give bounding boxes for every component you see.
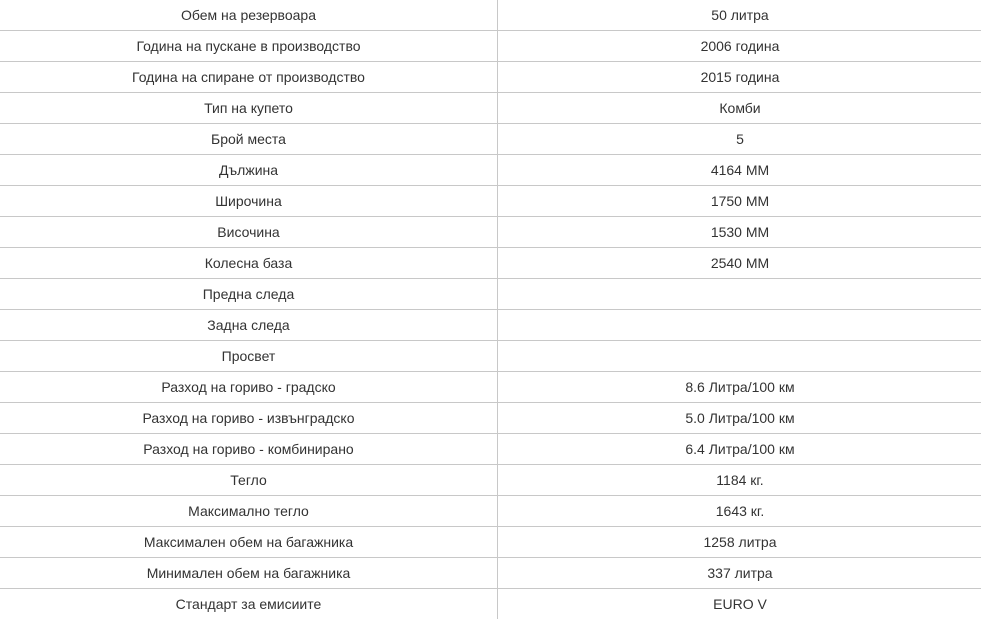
- spec-value: [498, 341, 981, 372]
- spec-value: 6.4 Литра/100 км: [498, 434, 981, 465]
- spec-value: 2006 година: [498, 31, 981, 62]
- spec-value: 4164 ММ: [498, 155, 981, 186]
- spec-row: [0, 279, 981, 310]
- spec-value: 5: [498, 124, 981, 155]
- spec-row: [0, 310, 981, 341]
- spec-row: [0, 62, 981, 93]
- spec-row: [0, 217, 981, 248]
- spec-row: [0, 589, 981, 619]
- spec-value: 50 литра: [498, 0, 981, 31]
- spec-row: [0, 0, 981, 31]
- spec-row: [0, 31, 981, 62]
- spec-value: 1750 ММ: [498, 186, 981, 217]
- spec-row: [0, 186, 981, 217]
- spec-value: 1258 литра: [498, 527, 981, 558]
- spec-label: Просвет: [0, 341, 498, 372]
- spec-label: Година на спиране от производство: [0, 62, 498, 93]
- spec-row: [0, 124, 981, 155]
- spec-value: 8.6 Литра/100 км: [498, 372, 981, 403]
- spec-value: 337 литра: [498, 558, 981, 589]
- spec-row: [0, 93, 981, 124]
- spec-row: [0, 434, 981, 465]
- spec-row: [0, 372, 981, 403]
- spec-value: EURO V: [713, 596, 767, 612]
- spec-value: 5.0 Литра/100 км: [498, 403, 981, 434]
- spec-label: Минимален обем на багажника: [0, 558, 498, 589]
- spec-value: [498, 310, 981, 341]
- spec-label: Предна следа: [0, 279, 498, 310]
- spec-label: Максимален обем на багажника: [0, 527, 498, 558]
- spec-value: 1530 ММ: [498, 217, 981, 248]
- spec-label: Тип на купето: [0, 93, 498, 124]
- spec-label: Височина: [0, 217, 498, 248]
- spec-value: 2540 ММ: [498, 248, 981, 279]
- spec-value: [498, 279, 981, 310]
- spec-value: 1643 кг.: [498, 496, 981, 527]
- spec-label: Година на пускане в производство: [0, 31, 498, 62]
- spec-label: Колесна база: [0, 248, 498, 279]
- spec-label: Задна следа: [0, 310, 498, 341]
- spec-value: 1184 кг.: [498, 465, 981, 496]
- spec-row: [0, 558, 981, 589]
- spec-row: [0, 341, 981, 372]
- spec-value: Комби: [498, 93, 981, 124]
- spec-value: 2015 година: [498, 62, 981, 93]
- spec-label: Стандарт за емисиите: [0, 589, 498, 619]
- spec-label: Широчина: [0, 186, 498, 217]
- spec-row: [0, 403, 981, 434]
- spec-label: Максимално тегло: [0, 496, 498, 527]
- spec-label: Брой места: [0, 124, 498, 155]
- spec-row: [0, 496, 981, 527]
- spec-row: [0, 248, 981, 279]
- spec-row: [0, 527, 981, 558]
- spec-label: Разход на гориво - комбинирано: [0, 434, 498, 465]
- spec-label: Дължина: [0, 155, 498, 186]
- spec-label: Обем на резервоара: [0, 0, 498, 31]
- spec-label: Разход на гориво - градско: [0, 372, 498, 403]
- spec-label: Тегло: [0, 465, 498, 496]
- spec-label: Разход на гориво - извънградско: [0, 403, 498, 434]
- spec-row: [0, 155, 981, 186]
- spec-row: [0, 465, 981, 496]
